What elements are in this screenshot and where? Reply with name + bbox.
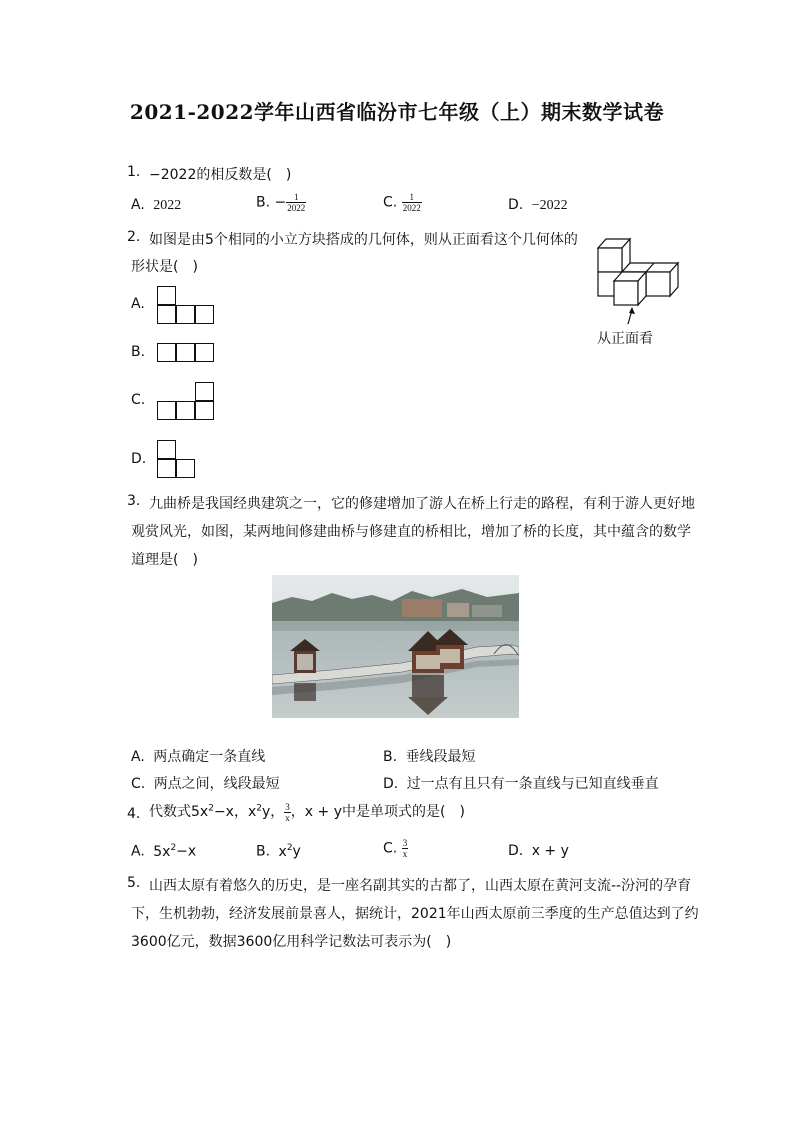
fraction-numerator: 1 [402, 192, 422, 203]
q3-option-c [131, 773, 280, 793]
option-text: 过一点有且只有一条直线与已知直线垂直 [406, 776, 659, 792]
stem-part: −x，x [213, 804, 257, 820]
question-1-stem: −2022的相反数是( ) [149, 167, 292, 183]
option-letter: B. [383, 749, 398, 765]
option-letter: B. [256, 194, 271, 211]
option-letter: A. [131, 749, 145, 765]
option-letter: D. [508, 843, 524, 859]
fraction-denominator: 2022 [402, 203, 421, 213]
question-5-number: 5. [127, 875, 141, 891]
option-letter: B. [256, 843, 271, 860]
option-text: 5x [153, 843, 171, 860]
option-letter: D. [383, 776, 399, 792]
bridge-photo [272, 575, 519, 718]
question-2-stem-line1: 如图是由5个相同的小立方块搭成的几何体，则从正面看这个几何体的 [149, 232, 578, 248]
q2-option-c-letter: C. [131, 392, 146, 408]
fraction-denominator: 2022 [287, 203, 306, 213]
q4-option-d [508, 843, 569, 859]
page-title: 2021-2022学年山西省临汾市七年级（上）期末数学试卷 [129, 100, 665, 124]
option-letter: A. [131, 197, 145, 213]
option-text: 2022 [153, 198, 182, 213]
question-2-number: 2. [127, 229, 141, 245]
q1-option-b [256, 192, 306, 213]
question-1-number: 1. [127, 164, 141, 180]
question-3-stem-line1: 九曲桥是我国经典建筑之一，它的修建增加了游人在桥上行走的路程，有利于游人更好地 [149, 496, 695, 512]
option-text: 两点确定一条直线 [153, 749, 266, 765]
option-sign: − [274, 194, 287, 211]
option-letter: A. [131, 843, 145, 860]
fraction-denominator: x [402, 849, 408, 859]
fraction [402, 192, 422, 213]
q2-option-a-letter: A. [131, 296, 145, 312]
fraction [286, 192, 306, 213]
q3-option-b [383, 746, 476, 766]
fraction [402, 838, 409, 859]
q4-option-b [256, 843, 301, 860]
q1-option-c [383, 192, 422, 213]
q4-option-a [131, 843, 196, 860]
question-3-stem-line2: 观赏风光，如图，某两地间修建曲桥与修建直的桥相比，增加了桥的长度，其中蕴含的数学 [131, 524, 691, 540]
q3-option-a [131, 746, 265, 766]
question-5-stem-line3: 3600亿元，数据3600亿用科学记数法可表示为( ) [131, 934, 452, 950]
q4-option-c [383, 838, 408, 859]
fraction-numerator: 1 [286, 192, 306, 203]
question-4-number: 4. [127, 806, 141, 822]
fraction-numerator: 3 [285, 801, 290, 812]
question-5-stem-line1: 山西太原有着悠久的历史，是一座名副其实的古都了，山西太原在黄河支流--汾河的孕育 [149, 878, 692, 894]
exponent: 2 [170, 843, 177, 853]
q2-option-b-letter: B. [131, 344, 146, 360]
option-tail: y [292, 843, 301, 860]
option-text: x [278, 843, 287, 860]
option-text: 两点之间，线段最短 [153, 776, 280, 792]
fraction-numerator: 3 [402, 838, 408, 848]
question-3-stem-line3: 道理是( ) [131, 552, 198, 568]
question-4-stem [149, 801, 465, 823]
option-tail: −x [176, 843, 197, 860]
cube-figure [594, 236, 694, 326]
q1-option-a [131, 197, 181, 214]
q3-option-d [383, 773, 659, 793]
question-5-stem-line2: 下，生机勃勃，经济发展前景喜人，据统计，2021年山西太原前三季度的生产总值达到了约 [131, 906, 699, 922]
fraction-denominator: x [285, 812, 290, 823]
figure-caption: 从正面看 [597, 331, 653, 347]
exponent: 2 [286, 843, 293, 853]
option-text: x + y [531, 843, 569, 859]
option-letter: C. [131, 776, 146, 792]
stem-part: 代数式5x [149, 804, 209, 820]
q1-option-d [508, 197, 568, 214]
option-letter: C. [383, 840, 398, 857]
stem-part: y， [261, 804, 285, 820]
exponent: 2 [256, 803, 262, 814]
option-letter: C. [383, 194, 398, 211]
question-3-number: 3. [127, 493, 141, 509]
stem-part: ，x + y中是单项式的是( ) [290, 804, 465, 820]
q2-option-d-letter: D. [131, 451, 147, 467]
question-2-stem-line2: 形状是( ) [131, 259, 198, 275]
exponent: 2 [208, 803, 214, 814]
option-text: −2022 [531, 198, 568, 213]
option-letter: D. [508, 197, 524, 213]
option-text: 垂线段最短 [405, 749, 476, 765]
